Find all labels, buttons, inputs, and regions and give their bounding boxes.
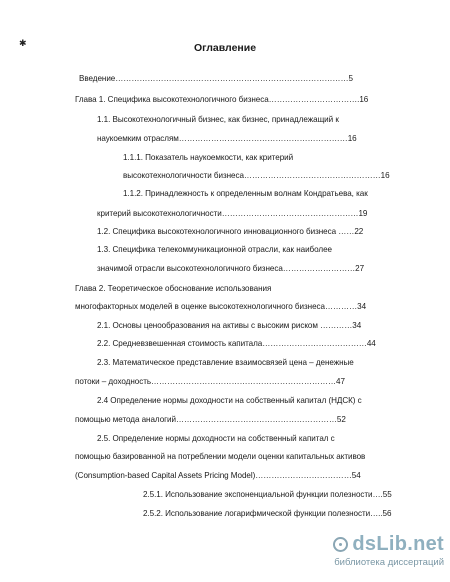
- toc-entry: 1.1.1. Показатель наукоемкости, как критерий: [123, 153, 294, 162]
- toc-entry: высокотехнологичности бизнеса……………………………………………16: [123, 171, 390, 180]
- toc-entry: 1.2. Специфика высокотехнологичного инновационного бизнеса ……22: [97, 227, 364, 236]
- watermark-subtitle: библиотека диссертаций: [334, 557, 444, 568]
- watermark-logo: dsLib.net: [352, 533, 444, 555]
- toc-entry: 1.3. Специфика телекоммуникационной отрасли, как наиболее: [97, 245, 332, 254]
- corner-mark: ✱: [19, 38, 27, 48]
- globe-icon: [333, 537, 348, 552]
- toc-entry: значимой отрасли высокотехнологичного бизнеса………………………27: [97, 264, 365, 273]
- toc-entry: многофакторных моделей в оценке высокотехнологичного бизнеса…………34: [75, 302, 367, 311]
- page-title: Оглавление: [193, 42, 257, 54]
- toc-entry: помощью базированной на потреблении модели оценки капитальных активов: [75, 452, 366, 461]
- toc-entry: 2.3. Математическое представление взаимосвязей цена – денежные: [97, 358, 354, 367]
- toc-entry: 1.1.2. Принадлежность к определенным волнам Кондратьева, как: [123, 189, 368, 198]
- toc-entry: 2.5.2. Использование логарифмической функции полезности…..56: [143, 509, 392, 518]
- toc-entry: 2.2. Средневзвешенная стоимость капитала…………………………………44: [97, 339, 376, 348]
- toc-entry: 1.1. Высокотехнологичный бизнес, как бизнес, принадлежащий к: [97, 115, 339, 124]
- toc-entry: Глава 2. Теоретическое обоснование использования: [75, 284, 272, 293]
- toc-entry: помощью метода аналогий……………………………………………………52: [75, 415, 346, 424]
- toc-entry: наукоемким отраслям………………………………………………………16: [97, 134, 357, 143]
- toc-entry: (Consumption-based Capital Assets Pricing Model)………………………………54: [75, 471, 361, 480]
- toc-entry: критерий высокотехнологичности……………………………………………19: [97, 209, 368, 218]
- toc-entry: 2.5. Определение нормы доходности на собственный капитал с: [97, 434, 335, 443]
- watermark: [333, 533, 444, 568]
- toc-entry: 2.4 Определение нормы доходности на собственный капитал (НДСК) с: [97, 396, 362, 405]
- toc-entry: Глава 1. Специфика высокотехнологичного бизнеса…………………………….16: [75, 95, 369, 104]
- toc-entry: Введение……………………………………………………………………………5: [79, 74, 353, 83]
- toc-entry: потоки – доходность……………………………………………………………47: [75, 377, 345, 386]
- toc-entry: 2.1. Основы ценообразования на активы с высоким риском …………34: [97, 321, 362, 330]
- toc-entry: 2.5.1. Использование экспоненциальной функции полезности….55: [143, 490, 392, 499]
